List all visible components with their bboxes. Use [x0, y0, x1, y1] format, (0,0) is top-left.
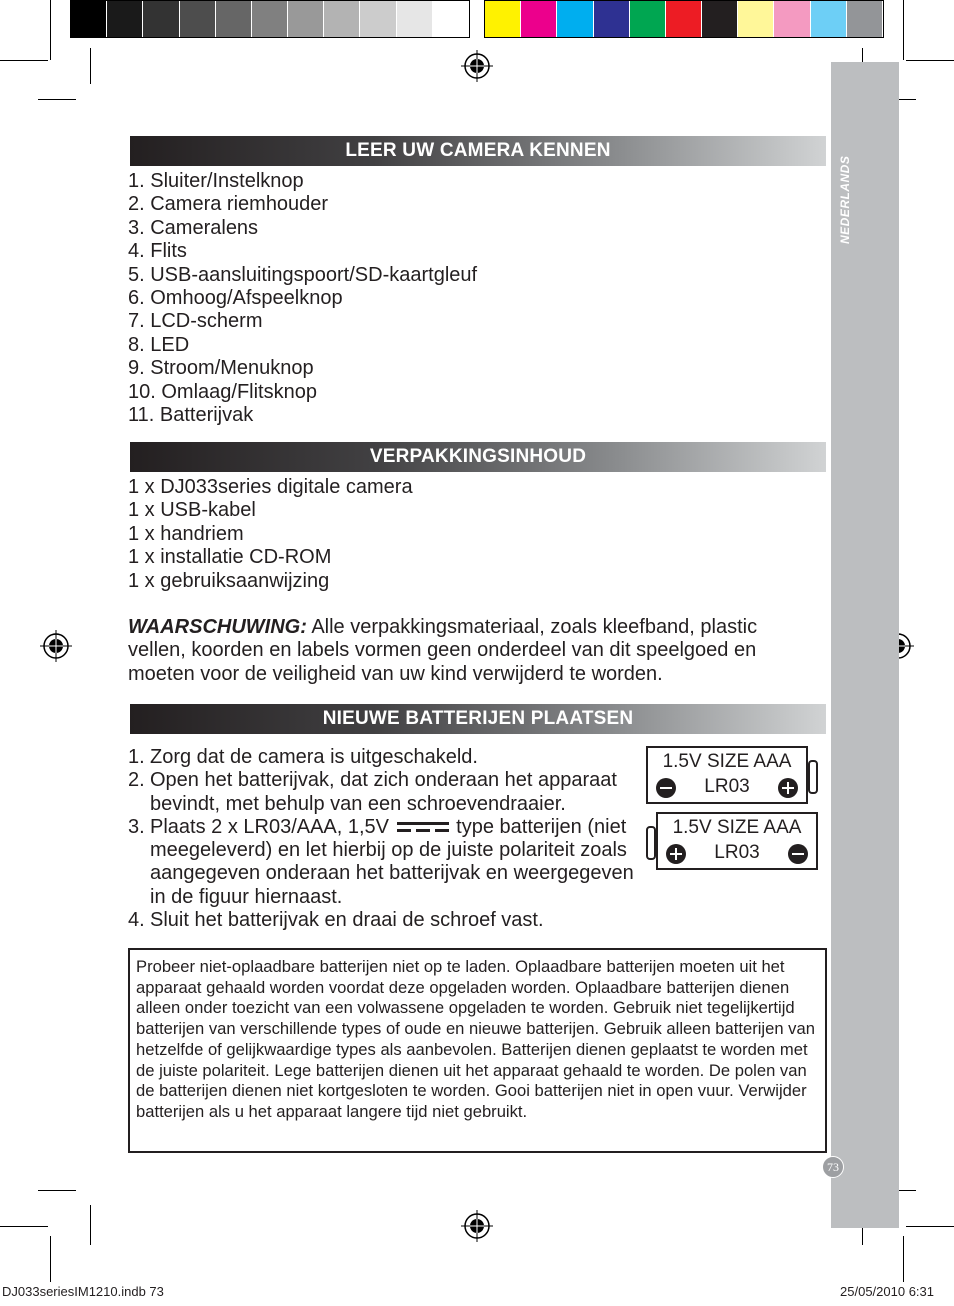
list-item: 1. Sluiter/Instelknop — [128, 170, 304, 192]
color-swatch — [557, 1, 593, 37]
registration-mark-left-icon — [40, 630, 72, 662]
color-swatch — [738, 1, 774, 37]
list-item: 5. USB-aansluitingspoort/SD-kaartgleuf — [128, 263, 478, 286]
list-item: 10. Omlaag/Flitsknop — [128, 380, 317, 403]
heading-package-contents: VERPAKKINGSINHOUD — [130, 442, 826, 472]
gray-swatch — [397, 1, 433, 37]
grayscale-color-bar — [70, 0, 470, 38]
color-swatch — [847, 1, 883, 37]
color-swatch — [811, 1, 847, 37]
footer-date: 25/05/2010 6:31 — [840, 1284, 934, 1299]
battery-nub — [808, 760, 818, 794]
warning-paragraph — [128, 616, 808, 686]
battery-illustration-top: 1.5V SIZE AAA LR03 — [646, 746, 808, 804]
step-item: 3. Plaats 2 x LR03/AAA, 1,5V type batterijen (niet meegeleverd) en let hierbij op de juiste polariteit zoals aangegeven onderaan het batterijvak en weergegeven in de figuur hiernaast. — [128, 815, 634, 908]
list-item: 8. LED — [128, 333, 190, 356]
dc-voltage-icon — [397, 821, 449, 835]
gray-swatch — [180, 1, 216, 37]
warning-text: Alle verpakkingsmateriaal, zoals kleefband, plastic vellen, koorden en labels vormen geen onderdeel van dit speelgoed en moeten voor de veiligheid van uw kind verwijderd te worden. — [128, 616, 758, 685]
battery-steps-list — [128, 746, 648, 932]
minus-terminal-icon — [656, 778, 676, 798]
page-number: 73 — [822, 1156, 844, 1178]
list-item: 1 x USB-kabel — [128, 499, 256, 522]
warning-label: WAARSCHUWING: — [128, 616, 307, 638]
registration-mark-top-icon — [461, 50, 493, 82]
list-item: 11. Batterijvak — [128, 404, 254, 427]
gray-swatch — [107, 1, 143, 37]
list-item: 1 x DJ033series digitale camera — [128, 476, 413, 498]
list-item: 9. Stroom/Menuknop — [128, 357, 314, 380]
minus-terminal-icon — [788, 844, 808, 864]
package-contents-list — [128, 476, 413, 593]
list-item: 4. Flits — [128, 240, 187, 263]
language-label — [838, 230, 954, 244]
step-item: 2. Open het batterijvak, dat zich onderaan het apparaat bevindt, met behulp van een schroevendraaier. — [128, 769, 617, 815]
battery-safety-notice: Probeer niet-oplaadbare batterijen niet op te laden. Oplaadbare batterijen moeten uit het apparaat gehaald worden voordat deze opgeladen worden. Oplaadbare batterijen dienen alleen onder toezicht van een volwassene opgeladen te worden. Gebruik niet tegelijkertijd batterijen van verschillende types of oude en nieuwe batterijen. Gebruik alleen batterijen van hetzelfde of gelijkwaardige types als aanbevolen. Batterijen dienen geplaatst te worden met de juiste polariteit. Lege batterijen dienen uit het apparaat gehaald te worden. De polen van de batterijen dienen niet kortgesloten te worden. Gooi batterijen niet in open vuur. Verwijder batterijen als u het apparaat langere tijd niet gebruikt. — [128, 948, 827, 1153]
color-swatch — [774, 1, 810, 37]
heading-camera-parts: LEER UW CAMERA KENNEN — [130, 136, 826, 166]
camera-parts-list — [128, 170, 477, 427]
list-item: 6. Omhoog/Afspeelknop — [128, 287, 343, 310]
color-swatch — [702, 1, 738, 37]
list-item: 3. Cameralens — [128, 216, 259, 239]
gray-swatch — [252, 1, 288, 37]
color-swatch — [521, 1, 557, 37]
plus-terminal-icon — [666, 844, 686, 864]
color-swatch — [485, 1, 521, 37]
color-swatch — [630, 1, 666, 37]
plus-terminal-icon — [778, 778, 798, 798]
footer-file-info: DJ033seriesIM1210.indb 73 — [2, 1284, 164, 1299]
gray-swatch — [324, 1, 360, 37]
step-item: 4. Sluit het batterijvak en draai de schroef vast. — [128, 909, 544, 932]
gray-swatch — [360, 1, 396, 37]
gray-swatch — [71, 1, 107, 37]
gray-swatch — [433, 1, 469, 37]
battery-illustration-bottom: 1.5V SIZE AAA LR03 — [656, 812, 818, 870]
step-item: 1. Zorg dat de camera is uitgeschakeld. — [128, 746, 478, 768]
process-color-bar — [484, 0, 884, 38]
heading-battery-install: NIEUWE BATTERIJEN PLAATSEN — [130, 704, 826, 734]
list-item: 1 x gebruiksaanwijzing — [128, 569, 330, 592]
list-item: 1 x handriem — [128, 522, 244, 545]
registration-mark-bottom-icon — [461, 1210, 493, 1242]
color-swatch — [594, 1, 630, 37]
list-item: 7. LCD-scherm — [128, 310, 263, 333]
gray-swatch — [216, 1, 252, 37]
color-swatch — [666, 1, 702, 37]
list-item: 2. Camera riemhouder — [128, 193, 329, 216]
gray-swatch — [288, 1, 324, 37]
list-item: 1 x installatie CD-ROM — [128, 546, 332, 569]
gray-swatch — [143, 1, 179, 37]
battery-nub — [646, 826, 656, 860]
